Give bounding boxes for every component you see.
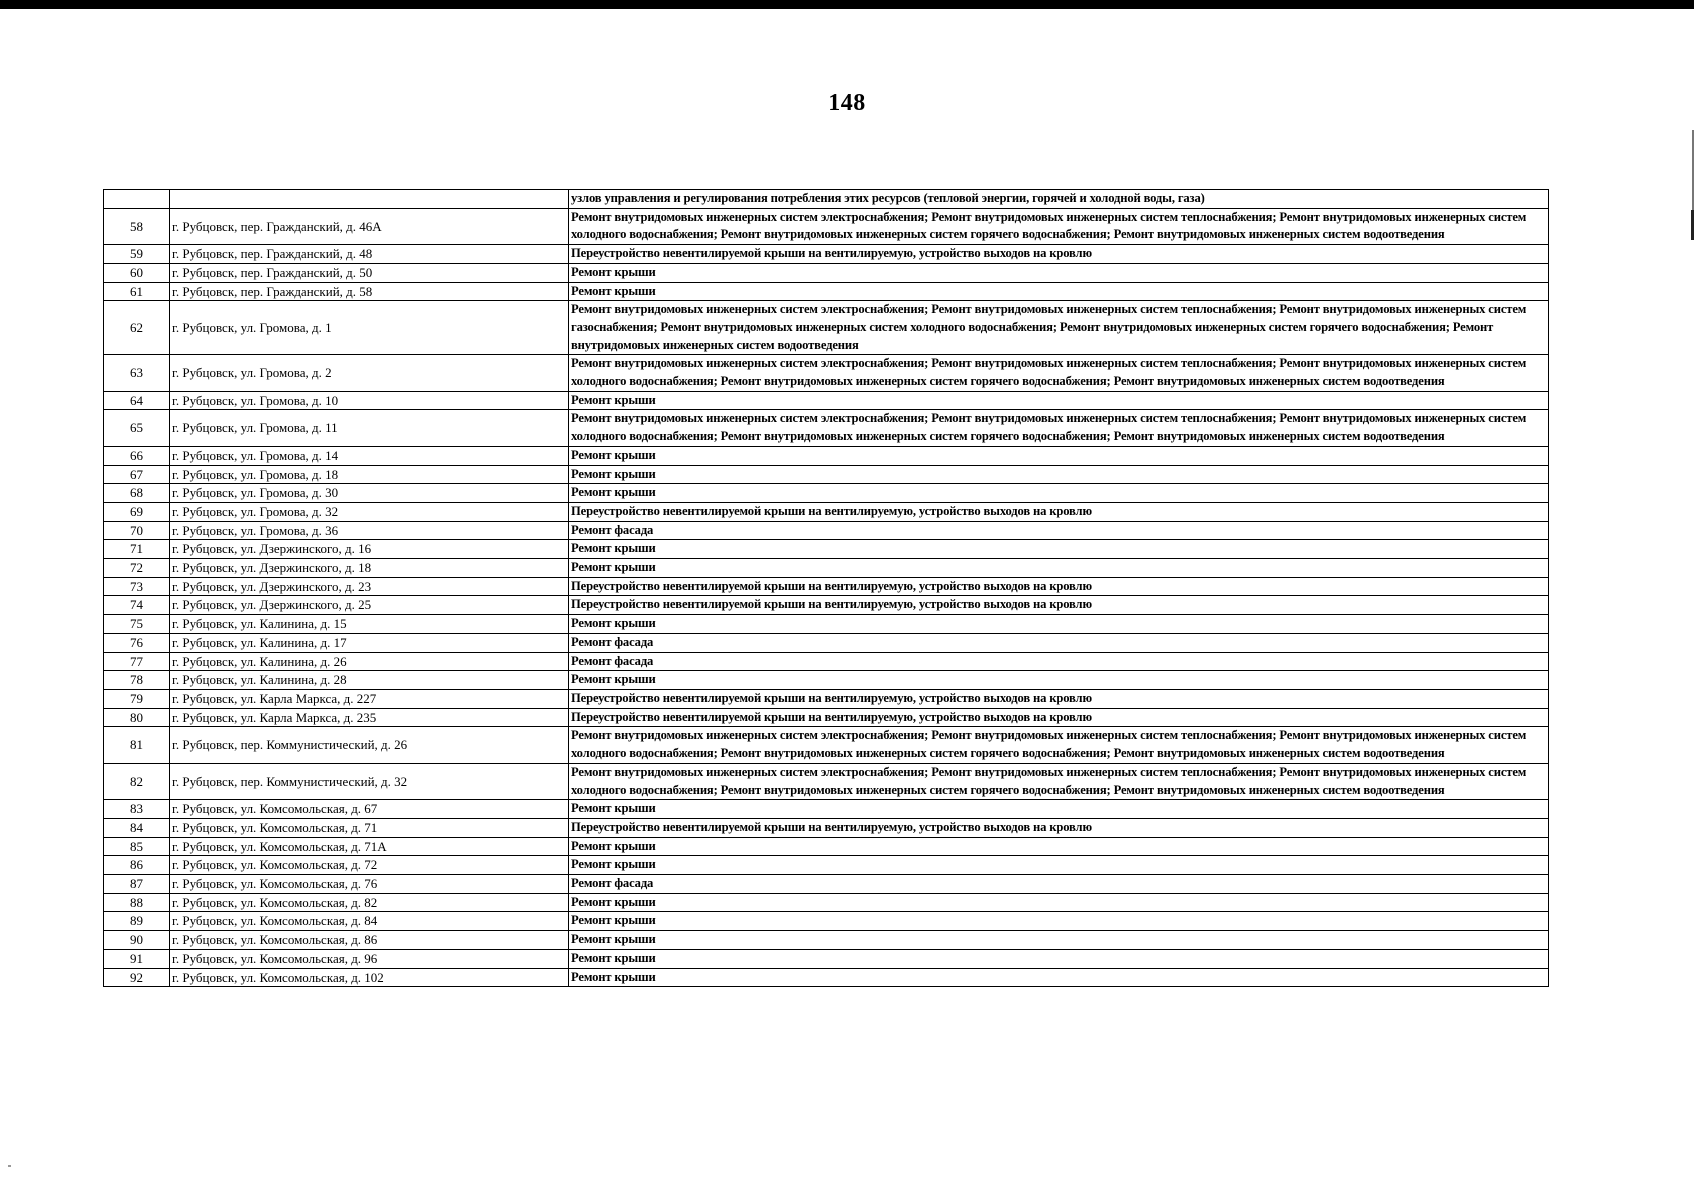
table-row [104,837,1549,856]
table-row [104,818,1549,837]
address-cell: г. Рубцовск, ул. Громова, д. 1 [170,301,569,355]
table-row [104,875,1549,894]
address-cell: г. Рубцовск, ул. Карла Маркса, д. 227 [170,689,569,708]
address-cell: г. Рубцовск, ул. Калинина, д. 17 [170,633,569,652]
address-cell: г. Рубцовск, ул. Карла Маркса, д. 235 [170,708,569,727]
table-row [104,949,1549,968]
row-number-cell: 87 [104,875,170,894]
table-body [104,190,1549,987]
row-number-cell: 68 [104,484,170,503]
address-cell: г. Рубцовск, ул. Дзержинского, д. 23 [170,577,569,596]
address-cell: г. Рубцовск, ул. Громова, д. 36 [170,521,569,540]
scan-top-border [0,0,1694,9]
work-type-cell: Ремонт фасада [569,875,1549,894]
address-cell: г. Рубцовск, пер. Гражданский, д. 50 [170,263,569,282]
table-row [104,208,1549,244]
address-cell [170,190,569,209]
work-type-cell: Переустройство невентилируемой крыши на вентилируемую, устройство выходов на кровлю [569,708,1549,727]
address-cell: г. Рубцовск, ул. Комсомольская, д. 82 [170,893,569,912]
address-cell: г. Рубцовск, ул. Комсомольская, д. 71 [170,818,569,837]
table-row [104,727,1549,763]
work-type-cell: Ремонт крыши [569,391,1549,410]
row-number-cell: 72 [104,559,170,578]
row-number-cell: 61 [104,282,170,301]
work-type-cell: Переустройство невентилируемой крыши на вентилируемую, устройство выходов на кровлю [569,818,1549,837]
work-type-cell: Ремонт крыши [569,968,1549,987]
table-row [104,263,1549,282]
work-type-cell: Переустройство невентилируемой крыши на вентилируемую, устройство выходов на кровлю [569,245,1549,264]
row-number-cell: 86 [104,856,170,875]
row-number-cell: 91 [104,949,170,968]
row-number-cell: 84 [104,818,170,837]
address-cell: г. Рубцовск, пер. Коммунистический, д. 26 [170,727,569,763]
row-number-cell: 80 [104,708,170,727]
work-type-cell: Ремонт крыши [569,484,1549,503]
row-number-cell: 65 [104,410,170,446]
work-type-cell: Ремонт крыши [569,540,1549,559]
address-cell: г. Рубцовск, ул. Комсомольская, д. 102 [170,968,569,987]
work-type-cell: Ремонт крыши [569,837,1549,856]
address-cell: г. Рубцовск, ул. Комсомольская, д. 84 [170,912,569,931]
row-number-cell: 64 [104,391,170,410]
table-row [104,355,1549,391]
row-number-cell: 89 [104,912,170,931]
scan-speck [8,1165,11,1167]
table-row [104,559,1549,578]
work-type-cell: Ремонт крыши [569,912,1549,931]
work-type-cell: Ремонт крыши [569,800,1549,819]
row-number-cell: 66 [104,446,170,465]
work-type-cell: Ремонт крыши [569,465,1549,484]
table-row [104,615,1549,634]
table-row [104,689,1549,708]
row-number-cell: 85 [104,837,170,856]
address-cell: г. Рубцовск, ул. Громова, д. 32 [170,502,569,521]
work-type-cell: Ремонт крыши [569,615,1549,634]
table-row [104,465,1549,484]
address-cell: г. Рубцовск, ул. Дзержинского, д. 18 [170,559,569,578]
work-type-cell: Ремонт внутридомовых инженерных систем электроснабжения; Ремонт внутридомовых инженерных систем теплоснабжения; Ремонт внутридомовых инженерных систем холодного водоснабжения; Ремонт внутридомовых инженерных систем горячего водоснабжения; Ремонт внутридомовых инженерных систем водоотведения [569,727,1549,763]
address-cell: г. Рубцовск, пер. Гражданский, д. 58 [170,282,569,301]
work-type-cell: Ремонт фасада [569,521,1549,540]
row-number-cell: 70 [104,521,170,540]
table-row [104,652,1549,671]
work-type-cell: Переустройство невентилируемой крыши на вентилируемую, устройство выходов на кровлю [569,502,1549,521]
work-type-cell: Ремонт внутридомовых инженерных систем электроснабжения; Ремонт внутридомовых инженерных систем теплоснабжения; Ремонт внутридомовых инженерных систем холодного водоснабжения; Ремонт внутридомовых инженерных систем горячего водоснабжения; Ремонт внутридомовых инженерных систем водоотведения [569,355,1549,391]
table-row [104,245,1549,264]
table-row [104,893,1549,912]
address-cell: г. Рубцовск, ул. Громова, д. 30 [170,484,569,503]
address-cell: г. Рубцовск, ул. Калинина, д. 26 [170,652,569,671]
table-row [104,577,1549,596]
row-number-cell: 90 [104,931,170,950]
work-type-cell: Ремонт фасада [569,652,1549,671]
continuation-work-cell: узлов управления и регулирования потребления этих ресурсов (тепловой энергии, горячей и холодной воды, газа) [569,190,1549,209]
table-row [104,968,1549,987]
table-row [104,540,1549,559]
work-type-cell: Переустройство невентилируемой крыши на вентилируемую, устройство выходов на кровлю [569,596,1549,615]
address-cell: г. Рубцовск, ул. Дзержинского, д. 25 [170,596,569,615]
row-number-cell: 62 [104,301,170,355]
table-row [104,521,1549,540]
table-row [104,410,1549,446]
row-number-cell: 58 [104,208,170,244]
work-type-cell: Ремонт крыши [569,949,1549,968]
table-row [104,931,1549,950]
table-row [104,301,1549,355]
work-type-cell: Ремонт внутридомовых инженерных систем электроснабжения; Ремонт внутридомовых инженерных систем теплоснабжения; Ремонт внутридомовых инженерных систем холодного водоснабжения; Ремонт внутридомовых инженерных систем горячего водоснабжения; Ремонт внутридомовых инженерных систем водоотведения [569,208,1549,244]
repair-works-table [103,189,1549,987]
work-type-cell: Ремонт крыши [569,931,1549,950]
row-number-cell: 79 [104,689,170,708]
address-cell: г. Рубцовск, ул. Калинина, д. 15 [170,615,569,634]
row-number-cell: 81 [104,727,170,763]
address-cell: г. Рубцовск, ул. Громова, д. 10 [170,391,569,410]
work-type-cell: Переустройство невентилируемой крыши на вентилируемую, устройство выходов на кровлю [569,577,1549,596]
row-number-cell: 74 [104,596,170,615]
address-cell: г. Рубцовск, ул. Громова, д. 14 [170,446,569,465]
address-cell: г. Рубцовск, ул. Громова, д. 11 [170,410,569,446]
address-cell: г. Рубцовск, ул. Комсомольская, д. 67 [170,800,569,819]
work-type-cell: Ремонт крыши [569,559,1549,578]
row-number-cell [104,190,170,209]
address-cell: г. Рубцовск, пер. Гражданский, д. 46А [170,208,569,244]
address-cell: г. Рубцовск, ул. Комсомольская, д. 72 [170,856,569,875]
table-row [104,282,1549,301]
work-type-cell: Ремонт фасада [569,633,1549,652]
work-type-cell: Ремонт крыши [569,893,1549,912]
row-number-cell: 88 [104,893,170,912]
work-type-cell: Ремонт крыши [569,263,1549,282]
address-cell: г. Рубцовск, ул. Калинина, д. 28 [170,671,569,690]
address-cell: г. Рубцовск, пер. Гражданский, д. 48 [170,245,569,264]
row-number-cell: 78 [104,671,170,690]
table-row [104,633,1549,652]
row-number-cell: 82 [104,763,170,799]
row-number-cell: 59 [104,245,170,264]
row-number-cell: 67 [104,465,170,484]
row-number-cell: 83 [104,800,170,819]
work-type-cell: Ремонт крыши [569,446,1549,465]
row-number-cell: 71 [104,540,170,559]
table-row [104,391,1549,410]
table-row [104,763,1549,799]
row-number-cell: 77 [104,652,170,671]
row-number-cell: 60 [104,263,170,282]
address-cell: г. Рубцовск, ул. Громова, д. 2 [170,355,569,391]
row-number-cell: 69 [104,502,170,521]
row-number-cell: 73 [104,577,170,596]
work-type-cell: Переустройство невентилируемой крыши на вентилируемую, устройство выходов на кровлю [569,689,1549,708]
work-type-cell: Ремонт внутридомовых инженерных систем электроснабжения; Ремонт внутридомовых инженерных систем теплоснабжения; Ремонт внутридомовых инженерных систем холодного водоснабжения; Ремонт внутридомовых инженерных систем горячего водоснабжения; Ремонт внутридомовых инженерных систем водоотведения [569,410,1549,446]
table-row [104,800,1549,819]
row-number-cell: 63 [104,355,170,391]
address-cell: г. Рубцовск, ул. Комсомольская, д. 76 [170,875,569,894]
row-number-cell: 76 [104,633,170,652]
table-row [104,446,1549,465]
table-row [104,671,1549,690]
row-number-cell: 92 [104,968,170,987]
address-cell: г. Рубцовск, ул. Громова, д. 18 [170,465,569,484]
work-type-cell: Ремонт внутридомовых инженерных систем электроснабжения; Ремонт внутридомовых инженерных систем теплоснабжения; Ремонт внутридомовых инженерных систем газоснабжения; Ремонт внутридомовых инженерных систем холодного водоснабжения; Ремонт внутридомовых инженерных систем горячего водоснабжения; Ремонт внутридомовых инженерных систем водоотведения [569,301,1549,355]
page-number: 148 [828,90,866,116]
work-type-cell: Ремонт крыши [569,856,1549,875]
address-cell: г. Рубцовск, ул. Комсомольская, д. 96 [170,949,569,968]
row-number-cell: 75 [104,615,170,634]
address-cell: г. Рубцовск, пер. Коммунистический, д. 32 [170,763,569,799]
table-row [104,596,1549,615]
table-row [104,708,1549,727]
address-cell: г. Рубцовск, ул. Комсомольская, д. 71А [170,837,569,856]
table-row [104,484,1549,503]
address-cell: г. Рубцовск, ул. Дзержинского, д. 16 [170,540,569,559]
table-row [104,502,1549,521]
address-cell: г. Рубцовск, ул. Комсомольская, д. 86 [170,931,569,950]
table-row [104,912,1549,931]
work-type-cell: Ремонт крыши [569,282,1549,301]
continuation-row [104,190,1549,209]
work-type-cell: Ремонт крыши [569,671,1549,690]
work-type-cell: Ремонт внутридомовых инженерных систем электроснабжения; Ремонт внутридомовых инженерных систем теплоснабжения; Ремонт внутридомовых инженерных систем холодного водоснабжения; Ремонт внутридомовых инженерных систем горячего водоснабжения; Ремонт внутридомовых инженерных систем водоотведения [569,763,1549,799]
table-row [104,856,1549,875]
